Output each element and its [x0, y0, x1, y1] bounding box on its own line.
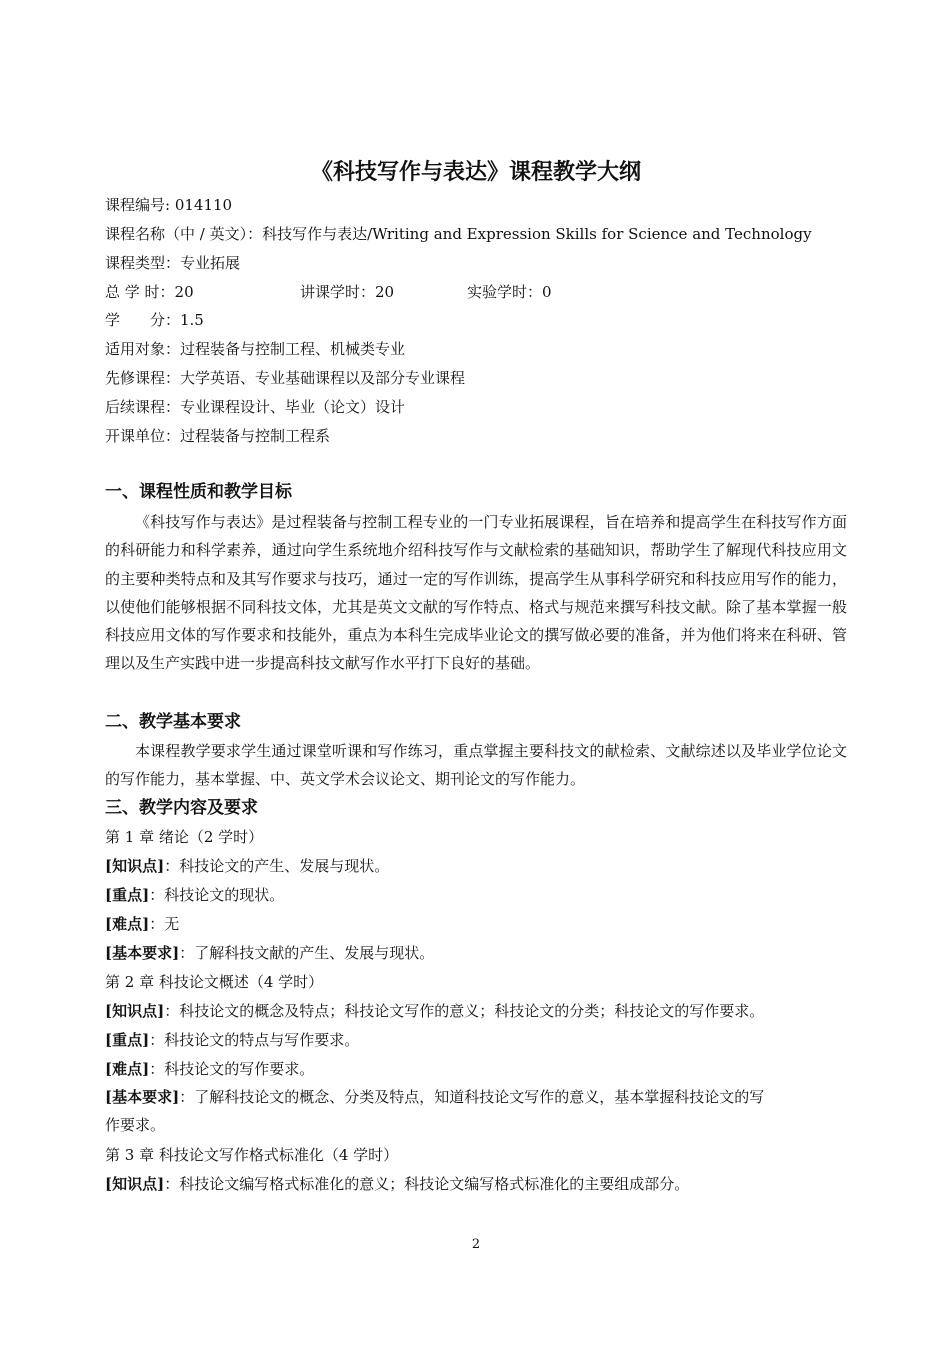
key-label: [重点] [105, 886, 150, 904]
course-dept: 开课单位：过程装备与控制工程系 [105, 427, 331, 445]
page-number: 2 [471, 1237, 481, 1252]
section-2-heading: 二、教学基本要求 [105, 712, 241, 732]
section-3-heading: 三、教学内容及要求 [105, 798, 258, 818]
page-title: 《科技写作与表达》课程教学大纲 [310, 160, 641, 185]
course-credit: 学 分：1.5 [105, 311, 204, 329]
chapter-1-knowledge [105, 857, 852, 875]
knowledge-label: [知识点] [105, 1175, 165, 1193]
chapter-1-title: 第 1 章 绪论（2 学时） [105, 828, 264, 846]
section-2-text: 本课程教学要求学生通过课堂听课和写作练习，重点掌握主要科技文的献检索、文献综述以及毕业学位论文的写作能力，基本掌握、中、英文学术会议论文、期刊论文的写作能力。 [105, 742, 847, 789]
chapter-1-requirement [105, 944, 852, 962]
course-name: 课程名称（中 / 英文）：科技写作与表达/Writing and Expression Skills for Science and Technology [105, 225, 812, 243]
course-code: 课程编号: 014110 [105, 196, 233, 214]
chapter-3-title: 第 3 章 科技论文写作格式标准化（4 学时） [105, 1146, 399, 1164]
course-type: 课程类型：专业拓展 [105, 254, 241, 272]
hours-total: 总 学 时：20 [105, 283, 194, 301]
course-prereq: 先修课程：大学英语、专业基础课程以及部分专业课程 [105, 369, 466, 387]
requirement-text: ：了解科技论文的概念、分类及特点，知道科技论文写作的意义，基本掌握科技论文的写 [179, 1088, 765, 1106]
hours-lab: 实验学时：0 [467, 283, 552, 301]
requirement-text: ：了解科技文献的产生、发展与现状。 [179, 944, 435, 962]
chapter-2-difficulty [105, 1060, 852, 1078]
knowledge-text: ：科技论文编写格式标准化的意义；科技论文编写格式标准化的主要组成部分。 [164, 1175, 690, 1193]
chapter-2-requirement-cont: 作要求。 [105, 1116, 166, 1134]
difficulty-label: [难点] [105, 915, 150, 933]
chapter-1-difficulty [105, 915, 852, 933]
section-1-text: 《科技写作与表达》是过程装备与控制工程专业的一门专业拓展课程，旨在培养和提高学生在科技写作方面的科研能力和科学素养，通过向学生系统地介绍科技写作与文献检索的基础知识，帮助学生了解现代科技应用文的主要种类特点和及其写作要求与技巧，通过一定的写作训练，提高学生从事科学研究和科技应用写作的能力，以使他们能够根据不同科技文体，尤其是英文文献的写作特点、格式与规范来撰写科技文献。除了基本掌握一般科技应用文体的写作要求和技能外，重点为本科生完成毕业论文的撰写做必要的准备，并为他们将来在科研、管理以及生产实践中进一步提高科技文献写作水平打下良好的基础。 [105, 513, 847, 673]
knowledge-label: [知识点] [105, 857, 165, 875]
section-1-heading: 一、课程性质和教学目标 [105, 482, 292, 502]
chapter-2-requirement [105, 1088, 852, 1106]
chapter-2-title: 第 2 章 科技论文概述（4 学时） [105, 973, 324, 991]
hours-lecture: 讲课学时：20 [300, 283, 395, 301]
chapter-2-knowledge [105, 1002, 852, 1020]
knowledge-text: ：科技论文的产生、发展与现状。 [164, 857, 390, 875]
chapter-2-key [105, 1031, 852, 1049]
difficulty-text: ：科技论文的写作要求。 [149, 1060, 315, 1078]
chapter-3-knowledge [105, 1175, 852, 1193]
chapter-1-key [105, 886, 852, 904]
requirement-label: [基本要求] [105, 944, 180, 962]
course-audience: 适用对象：过程装备与控制工程、机械类专业 [105, 340, 406, 358]
difficulty-label: [难点] [105, 1060, 150, 1078]
key-text: ：科技论文的特点与写作要求。 [149, 1031, 360, 1049]
requirement-label: [基本要求] [105, 1088, 180, 1106]
course-hours-row [105, 283, 852, 301]
course-followup: 后续课程：专业课程设计、毕业（论文）设计 [105, 398, 406, 416]
knowledge-text: ：科技论文的概念及特点；科技论文写作的意义；科技论文的分类；科技论文的写作要求。 [164, 1002, 765, 1020]
difficulty-text: ：无 [149, 915, 180, 933]
key-label: [重点] [105, 1031, 150, 1049]
key-text: ：科技论文的现状。 [149, 886, 285, 904]
knowledge-label: [知识点] [105, 1002, 165, 1020]
